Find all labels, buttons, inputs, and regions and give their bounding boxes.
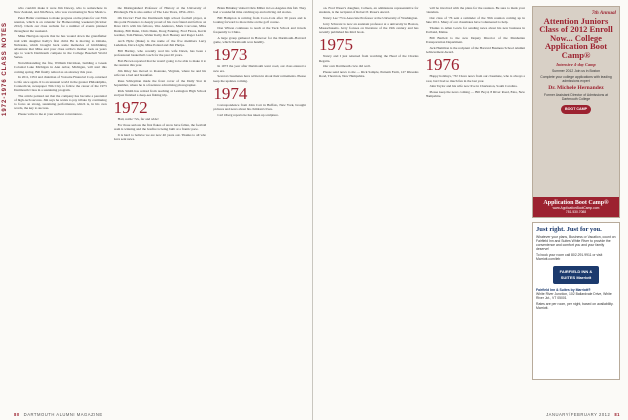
paragraph: Bob Brown reported that he wasn't going to be able to make it to the reunion this year. (113, 58, 207, 67)
paragraph: Bill Hartley, who recently wed his wife Dawn, has been a professional basketball coach for the past 20 years. (113, 48, 207, 57)
paragraph: Several classmates have written in about their retirements. Please keep the updates coming. (213, 74, 307, 83)
left-col-3 (213, 6, 306, 406)
paragraph: Brian Brinkley visited Chris Miller in Los Angeles this fall. They had a wonderful time catching up and reliving old stories. (213, 6, 307, 15)
paragraph: A large group gathered in Hanover for the Dartmouth–Harvard game, which Dartmouth won handily. (213, 36, 307, 45)
boot-camp-logo-icon: BOOT CAMP (561, 105, 591, 114)
ad2-footnote: Rates are per room, per night, based on availability. Marriott. (536, 301, 614, 310)
paragraph: Jack Hamilton is the recipient of the Harvard Business School Alumni Achievement Award. (425, 46, 525, 55)
ad2-address-name: Fairfield Inn & Suites by Marriott® (536, 287, 591, 292)
right-page (313, 0, 628, 420)
paragraph: Our own Dartmouth crew did well. (323, 64, 371, 69)
paragraph: Oh Doctor! Fred the Dartmouth high school football player, at this point Fransisco is deeply proud of his own friend and fellow on Dave Orr's with his fellows, Wes Andrews, Mark Corcoran, Mike Dunlap, Bill Dunn, Chris Dunn, Doug Fanning, Fred Flores, Kevin Gardner, Tom Haines, Walter Kelly, Rob Heaney and Roger Ladd. (113, 16, 207, 37)
paragraph: Happy holidays, '76! I have news from our classmate, who is always a treat, but I had so much fun in the last year. (425, 74, 525, 83)
paragraph: Don Wilson continues to teach at the Tuck School and travels frequently to China. (213, 26, 307, 35)
left-columns (14, 6, 306, 406)
right-col-2 (426, 6, 526, 406)
ad2-body: Whatever your plans, Business or Vacation, count on Fairfield Inn and Suites White River to provide the convenience and comfort you and your family deserve! (536, 235, 616, 252)
ad-bottom-title: Application Boot Camp® (543, 200, 609, 206)
paragraph: Correspondence from John Carr in Buffalo, New York, brought pictures and news about his children's lives. (213, 102, 307, 112)
left-col-1 (14, 6, 107, 406)
left-footer (14, 412, 103, 417)
ad2-headline: Just right. Just for you. (536, 226, 602, 233)
paragraph: Arch Hyde (Duke) is the name of the five members Larry Ludeman, Dave Light, Mike Poland and Jim Phelps. (113, 38, 207, 47)
page-number: 81 (614, 412, 620, 417)
paragraph: will be involved with the plans for the reunion. Be sure to mark your calendars. (425, 6, 525, 15)
paragraph: Please send news to me — Rick Sample, Putnam Farm, 127 Rhoades Road, Thornton, New Hampshire. (319, 70, 419, 79)
sidebar-label-text: 1972-1976 CLASS NOTES (2, 21, 8, 116)
ad-edition: 7th Annual (591, 10, 616, 16)
paragraph: Nancy Lee '73 is Associate Professor at the University of Washington. (323, 16, 419, 20)
paragraph: Thanks to Allen Lewis for sending news about his new business in Portland, Maine. (425, 26, 525, 35)
ad-website-link[interactable]: www.ApplicationBootCamp.com (552, 206, 600, 210)
paragraph: Mike Harrigan reports that he has wound down the grandfather trail with daughter Kelly's first child. He is moving to Omaha, Nebraska, which brought back some memories of hitchhiking adventure that Mike and your class scribe's mother took as years ago to watch Dartmouth compete in the College Baseball World Series. (14, 34, 107, 60)
paragraph: John Taylor and his wife now live in Charleston, South Carolina. (429, 84, 518, 89)
ad-dates: Summer 2012 Join us in Boston (551, 69, 601, 74)
paragraph: Jerry Schwarz is now an assistant professor at a university in Boston, Massachusetts. Jerry focuses on literature of the 19th century and has recently published his third book. (319, 21, 419, 35)
footer-date: JANUARY/FEBRUARY 2012 (546, 412, 611, 417)
right-col-1 (319, 6, 419, 406)
paragraph: Our class of '76 sent a reminder of the 35th reunion coming up in June 2011. Many of our classmates have volunteered to help. (425, 16, 525, 25)
paragraph: For those serious the first flakes of snow have fallen, the football team is winning and the bonfire is being built at a frantic pace. (113, 122, 207, 132)
right-footer (546, 412, 620, 417)
right-columns (319, 6, 620, 406)
ad2-address (536, 288, 616, 300)
left-page (0, 0, 313, 420)
paragraph: Hail, noble '72s, far and wide! (117, 117, 159, 122)
paragraph: Notwithstanding the fire, William Davidson, building a Greek Colonial Lake Michigan in Ann Arbor, Michigan, will start this coming spring. Bill finally retired as an attorney this year. (14, 61, 107, 74)
ad-expert-name: Dr. Michele Hernandez (548, 85, 604, 92)
paragraph: Nancy and I just returned from watching the Head of the Charles Regatta. (319, 54, 419, 63)
paragraph: Jim Riley has moved to Roanoke, Virginia, where he and his wife run a bed and breakfast. (113, 68, 207, 77)
paragraph: Please write to me at your earliest convenience. (18, 112, 83, 117)
paragraph: It is hard to believe we are now 40 years out. Thanks to all who have sent news. (113, 132, 207, 142)
ad-phone: 781.530.7088 (565, 210, 587, 214)
ad-subheading: Intensive 4-day Camp (556, 62, 596, 68)
ad-body: Complete your college applications with leading admissions expert (540, 75, 612, 84)
fairfield-inn-ad[interactable] (532, 222, 620, 380)
ad-expert-title: Former Assistant Director of Admissions at Dartmouth College (544, 93, 608, 102)
paragraph: Bill Hampton is retiring from Coca-Cola after 30 years and is looking forward to more time on the golf course. (213, 16, 307, 25)
paragraph: Rick Smith has retired from teaching at Lexington High School and just finished a deep-sea fishing trip. (113, 88, 207, 97)
ad-column (532, 6, 620, 406)
ad-headline: Attention Juniors Class of 2012 Enroll Now... College Application Boot Camp® (539, 16, 613, 60)
paragraph: Peter Haller continues to make progress on the plans for our 35th reunion, which is on calendar for Homecoming weekend (October 2012). Check our class website for a number of events planned throughout the weekend. (14, 16, 107, 33)
fairfield-logo-icon: FAIRFIELD INN & SUITES Marriott (553, 266, 599, 284)
ad-bottom-bar[interactable] (533, 197, 619, 217)
paragraph: Bill Bartlett is the new Deputy Director of the Manhattan Transportation Department. (425, 36, 525, 45)
paragraph: Please keep the news coming — Bill Boyd, 8 River Road, Etna, New Hampshire. (425, 90, 525, 99)
paragraph: The article pointed out that the company has become a perennial of high-tech success. Jim says he wants to pay tribute by continuing to focus on strong, sustaining performance, which is, in his own words, the key to success. (14, 93, 107, 111)
ad2-cta[interactable]: To book your room call 802.291.9911 or visit Marriott.com/leb (536, 253, 603, 262)
paragraph: who couldn't make it were Jim Dewey, who is somewhere in New Zealand, and Jim Bowe, who was vacationing in New Mexico. (14, 6, 107, 15)
ad2-address-line: White River Junction, 102 Ballardvale Drive, White River Jct., VT 05001 (536, 291, 612, 300)
paragraph: Russ Schleyman made the front cover of the Daily Star in September, where he is a freelance advertising photographer. (113, 78, 207, 87)
left-col-2 (114, 6, 207, 406)
boot-camp-ad[interactable] (532, 6, 620, 218)
paragraph: on. Fred Weser's daughter, Colleen, an admissions representative for students, is the recipient of Robert P. Pease's Award. (319, 6, 419, 15)
footer-title: DARTMOUTH ALUMNI MAGAZINE (23, 412, 103, 417)
paragraph: In 1973 the year after Dartmouth went coed, our class entered a new era. (213, 64, 307, 73)
page-number: 80 (14, 412, 20, 417)
year-heading-1975: 1975 (319, 35, 353, 55)
paragraph: the Distinguished Professor of History at the University of Pittsburgh. He is also author of The Late Years, 1854–2011. (113, 6, 207, 15)
paragraph: Carl Oberg reports he has taken up sculpture. (217, 112, 279, 117)
year-heading-1976: 1976 (425, 55, 460, 75)
paragraph: In 2011, CEO and chairman of Voloaire Financial Corp. returned to life once again. It is an unusual world in the greater Philadelphia, Connecticut, newspaper Tim Clay to follow the career of the 1973 Dartmouth Class in a sustaining program. (14, 75, 107, 93)
year-heading-1974: 1974 (213, 83, 248, 103)
year-heading-1973: 1973 (213, 45, 248, 65)
sidebar-label (2, 8, 11, 118)
year-heading-1972: 1972 (113, 98, 148, 118)
